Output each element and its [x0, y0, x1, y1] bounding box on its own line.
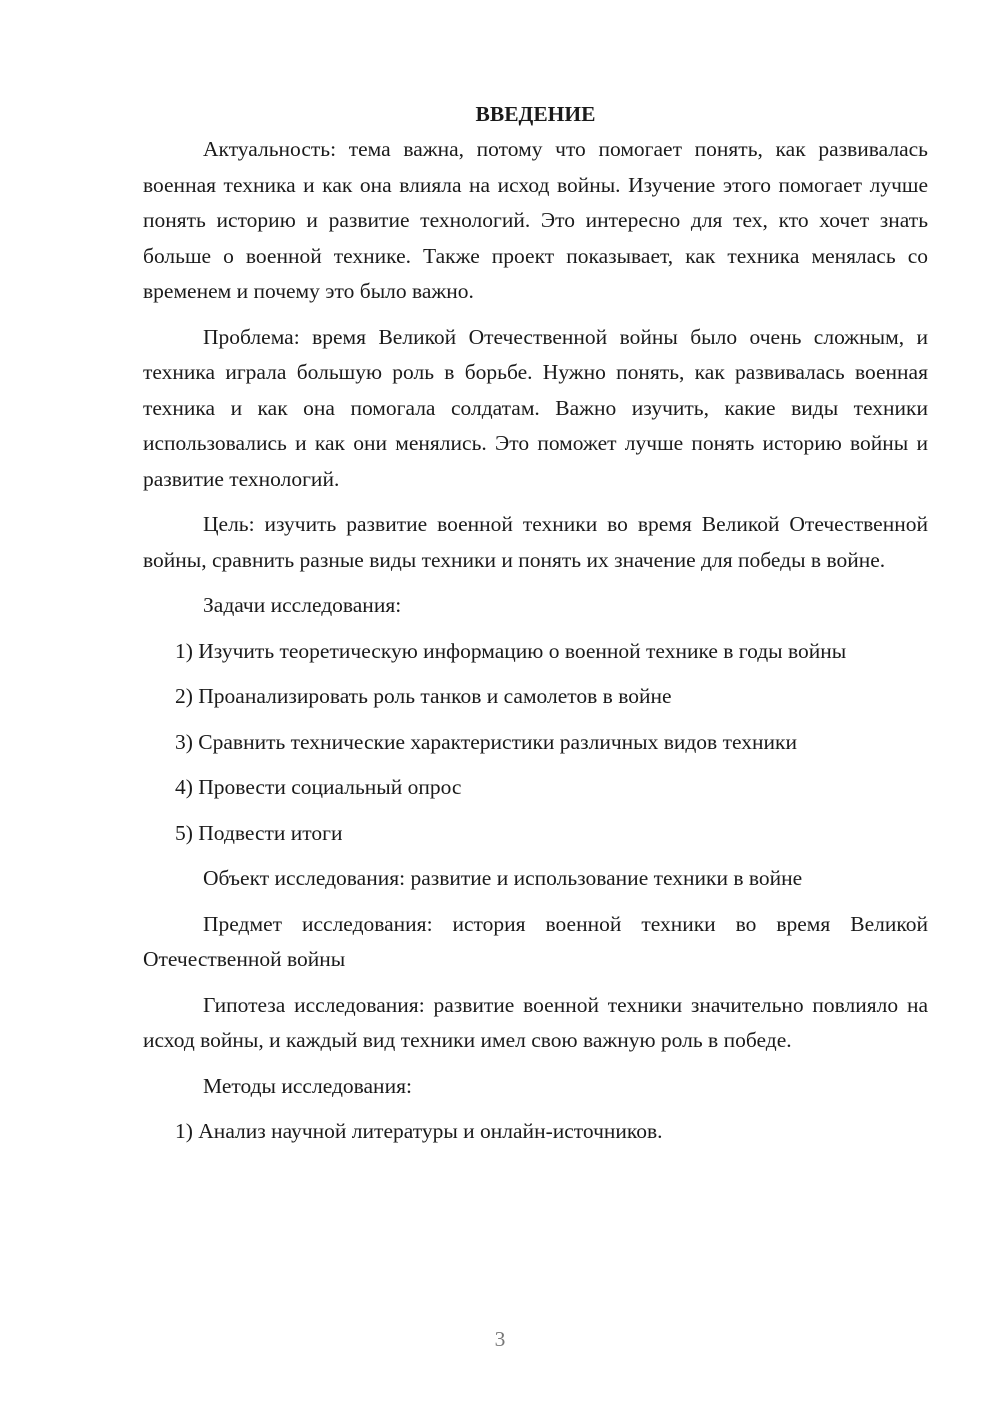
problem-paragraph: Проблема: время Великой Отечественной войны было очень сложным, и техника играла большую роль в борьбе. Нужно понять, как развивалась военная техника и как она помогала солдатам. Важно изучить, какие виды техники использовались и как они менялись. Это поможет лучше понять историю войны и развитие технологий.	[143, 324, 928, 491]
task-item: 2) Проанализировать роль танков и самолетов в войне	[175, 684, 672, 708]
relevance-paragraph: Актуальность: тема важна, потому что помогает понять, как развивалась военная техника и как она влияла на исход войны. Изучение этого помогает лучше понять историю и развитие технологий. Это интересно для тех, кто хочет знать больше о военной технике. Также проект показывает, как техника менялась со временем и почему это было важно.	[143, 137, 928, 303]
subject-paragraph: Предмет исследования: история военной техники во время Великой Отечественной войны	[143, 911, 928, 971]
object-paragraph: Объект исследования: развитие и использование техники в войне	[203, 866, 803, 890]
tasks-title: Задачи исследования:	[203, 593, 402, 617]
method-item: 1) Анализ научной литературы и онлайн-источников.	[175, 1119, 663, 1143]
task-item: 4) Провести социальный опрос	[175, 775, 462, 799]
document-page	[143, 96, 928, 1160]
section-heading: ВВЕДЕНИЕ	[475, 102, 596, 126]
goal-paragraph: Цель: изучить развитие военной техники во время Великой Отечественной войны, сравнить разные виды техники и понять их значение для победы в войне.	[143, 512, 928, 572]
methods-title: Методы исследования:	[203, 1073, 412, 1098]
task-item: 3) Сравнить технические характеристики различных видов техники	[175, 729, 797, 754]
task-item: 5) Подвести итоги	[175, 820, 343, 845]
task-item: 1) Изучить теоретическую информацию о военной технике в годы войны	[175, 638, 847, 663]
hypothesis-paragraph: Гипотеза исследования: развитие военной техники значительно повлияло на исход войны, и каждый вид техники имел свою важную роль в победе.	[143, 992, 928, 1052]
page-number: 3	[494, 1327, 506, 1351]
